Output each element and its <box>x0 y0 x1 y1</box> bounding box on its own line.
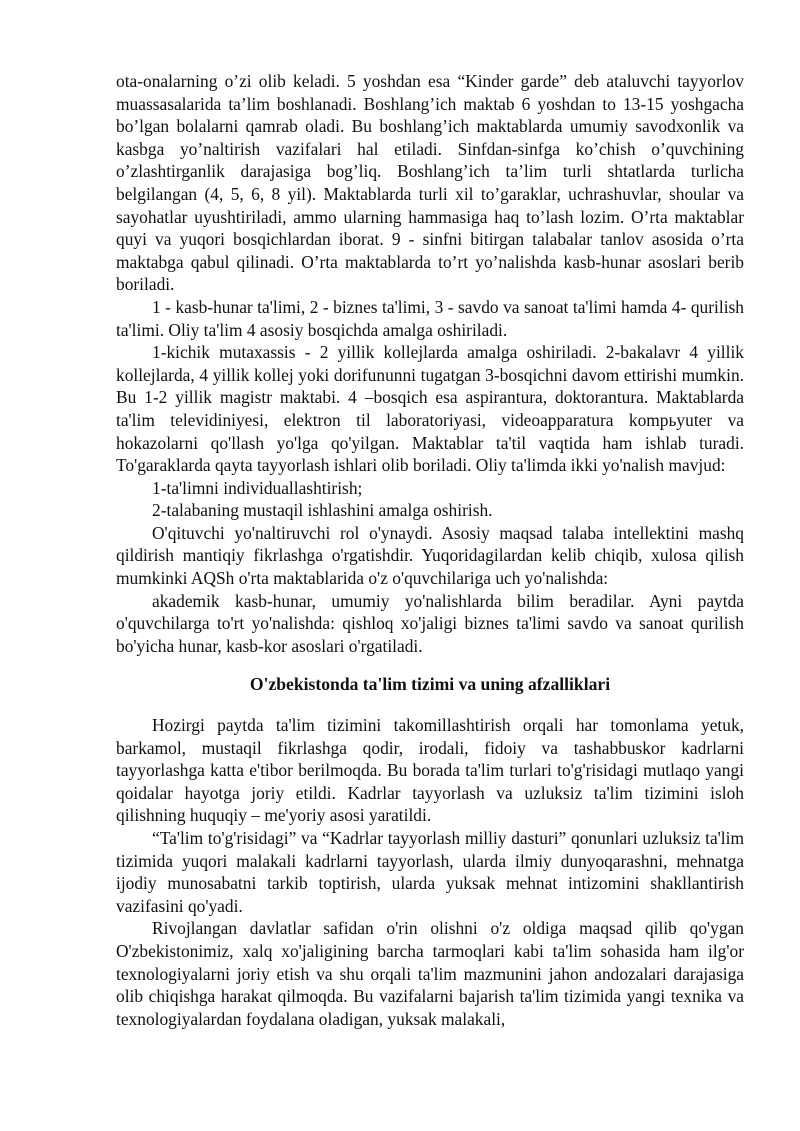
paragraph: Rivojlangan davlatlar safidan o'rin olishni o'z oldiga maqsad qilib qo'ygan O'zbekistonimiz, xalq xo'jaligining barcha tarmoqlari kabi ta'lim sohasida ham ilg'or texnologiyalarni joriy etish va shu orqali ta'lim mazmunini jahon andozalari darajasiga olib chiqishga harakat qilmoqda. Bu vazifalarni bajarish ta'lim tizimida yangi texnika va texnologiyalardan foydalana oladigan, yuksak malakali, <box>116 918 744 1029</box>
paragraph: “Ta'lim to'g'risidagi” va “Kadrlar tayyorlash milliy dasturi” qonunlari uzluksiz ta'lim tizimida yuqori malakali kadrlarni tayyorlash, ularda ilmiy dunyoqarashni, mehnatga ijodiy munosabatni tarkib toptirish, ularda yuksak mehnat intizomini shakllantirish vazifasini qo'yadi. <box>116 828 744 916</box>
paragraph: Hozirgi paytda ta'lim tizimini takomillashtirish orqali har tomonlama yetuk, barkamol, mustaqil fikrlashga qodir, irodali, fidoiy va tashabbuskor kadrlarni tayyorlashga katta e'tibor berilmoqda. Bu borada ta'lim turlari to'g'risidagi mutlaqo yangi qoidalar hayotga joriy etildi. Kadrlar tayyorlash va uzluksiz ta'lim tizimini isloh qilishning huquqiy – me'yoriy asosi yaratildi. <box>116 715 744 826</box>
paragraph: 1 - kasb-hunar ta'limi, 2 - biznes ta'limi, 3 - savdo va sanoat ta'limi hamda 4- qurilish ta'limi. Oliy ta'lim 4 asosiy bosqichda amalga oshiriladi. <box>116 296 744 340</box>
document-page <box>116 70 744 1030</box>
list-item: 1-ta'limni individuallashtirish; <box>152 477 363 498</box>
paragraph: akademik kasb-hunar, umumiy yo'nalishlarda bilim beradilar. Ayni paytda o'quvchilarga to'rt yo'nalishda: qishloq xo'jaligi biznes ta'limi savdo va sanoat qurilish bo'yicha hunar, kasb-kor asoslari o'rgatiladi. <box>116 590 744 656</box>
paragraph: O'qituvchi yo'naltiruvchi rol o'ynaydi. Asosiy maqsad talaba intellektini mashq qildirish mantiqiy fikrlashga o'rgatishdir. Yuqoridagilardan kelib chiqib, xulosa qilish mumkinki AQSh o'rta maktablarida o'z o'quvchilariga uch yo'nalishda: <box>116 522 744 589</box>
list-item: 2-talabaning mustaqil ishlashini amalga oshirish. <box>152 500 493 521</box>
paragraph: ota-onalarning o’zi olib keladi. 5 yoshdan esa “Kinder garde” deb ataluvchi tayyorlov muassasalarida ta’lim boshlanadi. Boshlang’ich maktab 6 yoshdan to 13-15 yoshgacha bo’lgan bolalarni qamrab oladi. Bu boshlang’ich maktablarda umumiy savodxonlik va kasbga yo’naltirish vazifalari hal etiladi. Sinfdan-sinfga ko’chish o’quvchining o’zlashtirganlik darajasiga bog’liq. Boshlang’ich ta’lim turli shtatlarda turlicha belgilangan (4, 5, 6, 8 yil). Maktablarda turli xil to’garaklar, uchrashuvlar, shoular va sayohatlar uyushtiriladi, ammo ularning hammasiga haq to’lash lozim. O’rta maktablar quyi va yuqori bosqichlardan iborat. 9 - sinfni bitirgan talabalar tanlov asosida o’rta maktabga qabul qilinadi. O’rta maktablarda to’rt yo’nalishda kasb-hunar asoslari berib boriladi. <box>116 71 744 295</box>
section-heading: O'zbekistonda ta'lim tizimi va uning afzalliklari <box>249 674 611 695</box>
paragraph: 1-kichik mutaxassis - 2 yillik kollejlarda amalga oshiriladi. 2-bakalavr 4 yillik kollejlarda, 4 yillik kollej yoki dorifununni tugatgan 3-bosqichni davom ettirishi mumkin. Bu 1-2 yillik magistr maktabi. 4 –bosqich esa aspirantura, doktorantura. Maktablarda ta'lim televidiniyesi, elektron til laboratoriyasi, videoapparatura kompьyuter va hokazolarni qo'llash yo'lga qo'yilgan. Maktablar ta'til vaqtida ham ishlab turadi. To'garaklarda qayta tayyorlash ishlari olib boriladi. Oliy ta'limda ikki yo'nalish mavjud: <box>116 342 744 476</box>
